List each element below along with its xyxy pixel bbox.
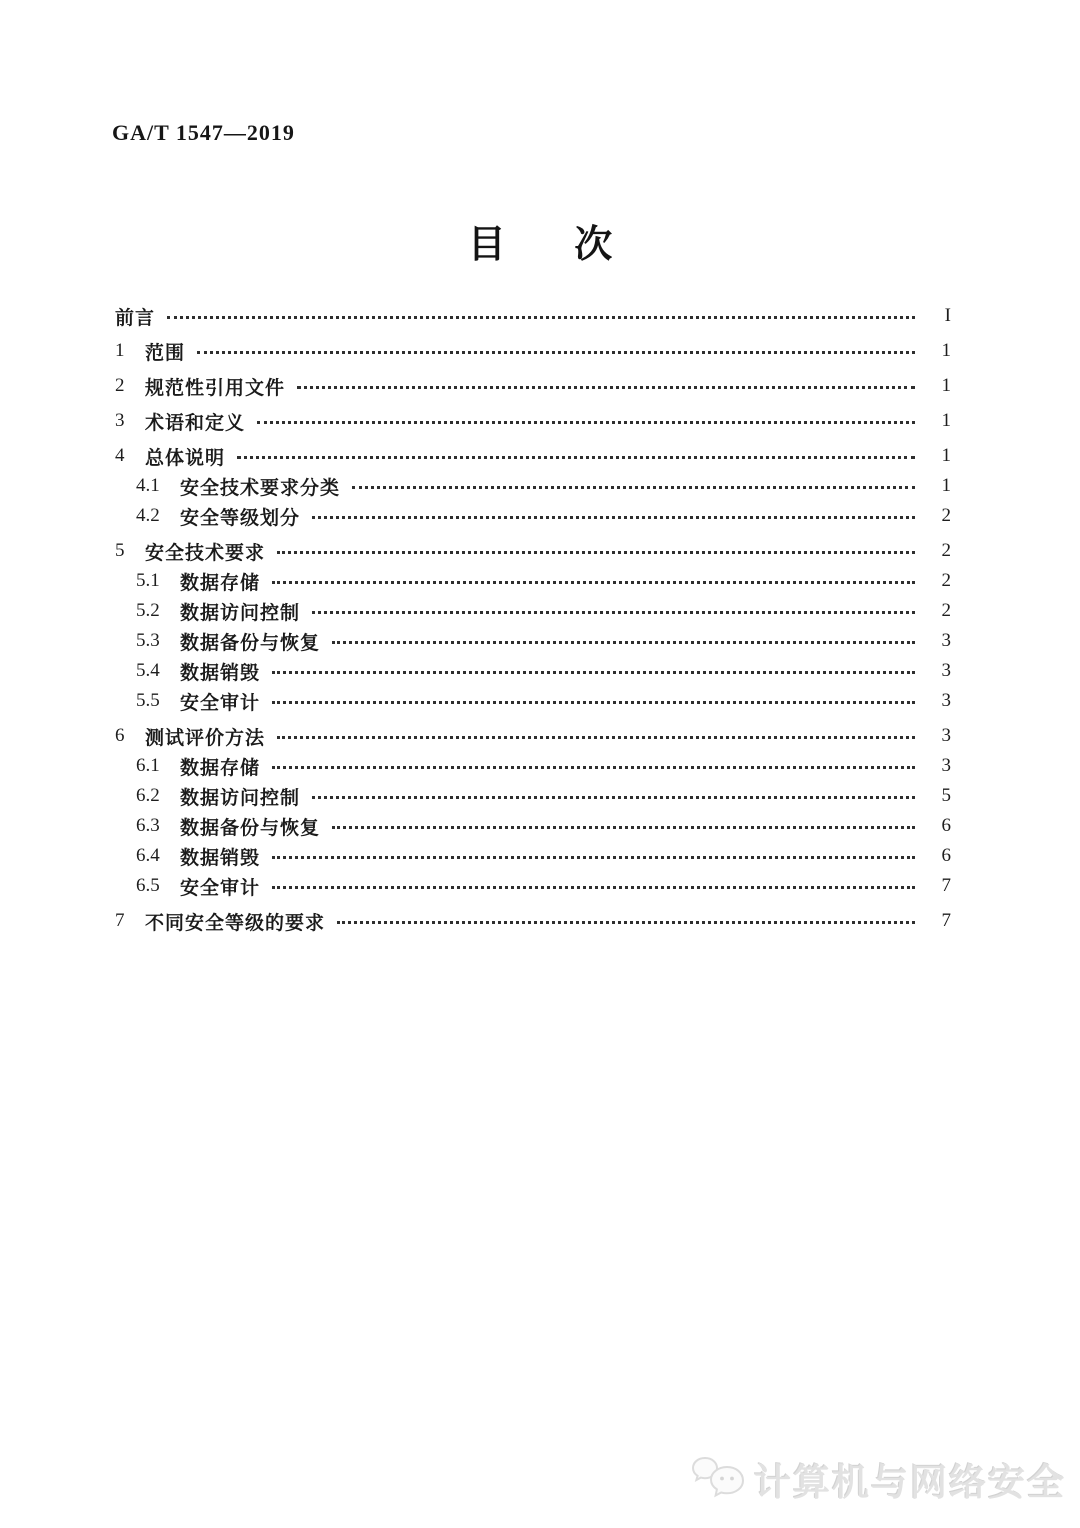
toc-entry xyxy=(115,841,951,871)
toc-entry-number: 6 xyxy=(115,725,125,746)
page-title-char: 目 xyxy=(467,224,506,266)
toc-entry xyxy=(115,566,951,596)
toc-entry-page: 5 xyxy=(941,785,951,806)
toc-entry-page: 2 xyxy=(941,505,951,526)
toc-entry-number: 4 xyxy=(115,445,125,466)
dot-leader xyxy=(337,921,915,924)
toc-entry-number: 7 xyxy=(115,910,125,931)
toc-entry xyxy=(115,441,951,471)
toc-entry-number: 5.1 xyxy=(136,570,160,591)
toc-entry-number: 5.3 xyxy=(136,630,160,651)
toc-entry-number: 2 xyxy=(115,375,125,396)
toc-entry-number: 5.4 xyxy=(136,660,160,681)
dot-leader xyxy=(332,826,915,829)
toc-entry-number: 1 xyxy=(115,340,125,361)
dot-leader xyxy=(237,456,915,459)
toc-entry-page: 1 xyxy=(941,375,951,396)
dot-leader xyxy=(332,641,915,644)
dot-leader xyxy=(277,736,915,739)
toc-entry-label: 数据访问控制 xyxy=(180,602,301,624)
toc-entry-label: 安全技术要求分类 xyxy=(180,477,341,499)
dot-leader xyxy=(352,486,915,489)
toc-entry-label: 前言 xyxy=(115,307,156,329)
dot-leader xyxy=(272,766,915,769)
toc-entry-page: 3 xyxy=(941,630,951,651)
toc-entry xyxy=(115,301,951,331)
dot-leader xyxy=(197,351,915,354)
toc-entry-label: 安全审计 xyxy=(180,692,261,714)
dot-leader xyxy=(297,386,915,389)
toc-entry-number: 6.2 xyxy=(136,785,160,806)
toc-entry-number: 4.2 xyxy=(136,505,160,526)
toc-entry-page: 1 xyxy=(941,340,951,361)
toc-entry-number: 3 xyxy=(115,410,125,431)
toc-entry-label: 安全技术要求 xyxy=(145,542,266,564)
toc-entry-page: 3 xyxy=(941,725,951,746)
dot-leader xyxy=(272,886,915,889)
toc-entry-page: 1 xyxy=(941,475,951,496)
toc-entry-label: 安全审计 xyxy=(180,877,261,899)
toc-entry-number: 6.4 xyxy=(136,845,160,866)
dot-leader xyxy=(312,796,915,799)
toc-entry xyxy=(115,501,951,531)
dot-leader xyxy=(257,421,915,424)
toc-entry-label: 测试评价方法 xyxy=(145,727,266,749)
watermark-label: 计算机与网络安全 xyxy=(754,1462,1066,1503)
toc-entry xyxy=(115,406,951,436)
dot-leader xyxy=(272,856,915,859)
toc-entry-label: 范围 xyxy=(145,342,186,364)
page-title-char: 次 xyxy=(574,224,613,266)
toc-entry xyxy=(115,626,951,656)
toc-entry xyxy=(115,811,951,841)
dot-leader xyxy=(277,551,915,554)
toc-entry xyxy=(115,471,951,501)
toc-entry-label: 数据备份与恢复 xyxy=(180,632,321,654)
toc-entry xyxy=(115,906,951,936)
toc-entry-label: 数据存储 xyxy=(180,757,261,779)
toc-entry-label: 术语和定义 xyxy=(145,412,246,434)
toc-entry-number: 5.2 xyxy=(136,600,160,621)
toc-entry-page: 3 xyxy=(941,660,951,681)
toc-entry-page: 3 xyxy=(941,690,951,711)
page-title xyxy=(0,213,1080,268)
toc-entry-page: 7 xyxy=(941,875,951,896)
toc-entry xyxy=(115,336,951,366)
toc-entry-page: 6 xyxy=(941,815,951,836)
wechat-chat-bubbles-icon xyxy=(691,1454,749,1504)
toc-entry-page: 3 xyxy=(941,755,951,776)
toc-entry-number: 6.5 xyxy=(136,875,160,896)
toc-entry-page: 6 xyxy=(941,845,951,866)
toc-entry-page: I xyxy=(944,305,951,326)
toc-entry-number: 4.1 xyxy=(136,475,160,496)
standard-number: GA/T 1547—2019 xyxy=(112,120,295,145)
dot-leader xyxy=(167,316,915,319)
toc-entry-label: 安全等级划分 xyxy=(180,507,301,529)
toc-entry-page: 2 xyxy=(941,540,951,561)
toc-entry-page: 7 xyxy=(941,910,951,931)
toc-entry-page: 1 xyxy=(941,445,951,466)
toc-entry xyxy=(115,596,951,626)
dot-leader xyxy=(312,516,915,519)
toc-entry-page: 2 xyxy=(941,600,951,621)
toc-entry-number: 5.5 xyxy=(136,690,160,711)
toc-entry-number: 5 xyxy=(115,540,125,561)
toc-entry-label: 规范性引用文件 xyxy=(145,377,286,399)
toc-entry xyxy=(115,656,951,686)
toc-entry-label: 数据备份与恢复 xyxy=(180,817,321,839)
toc-entry-page: 1 xyxy=(941,410,951,431)
toc-entry-label: 数据销毁 xyxy=(180,847,261,869)
toc-entry-label: 数据销毁 xyxy=(180,662,261,684)
toc-entry xyxy=(115,371,951,401)
toc-entry xyxy=(115,536,951,566)
dot-leader xyxy=(272,671,915,674)
toc-entry-label: 总体说明 xyxy=(145,447,226,469)
toc-entry xyxy=(115,871,951,901)
toc-entry-label: 数据访问控制 xyxy=(180,787,301,809)
toc-entry xyxy=(115,781,951,811)
toc-entry-number: 6.1 xyxy=(136,755,160,776)
toc-entry xyxy=(115,751,951,781)
dot-leader xyxy=(272,581,915,584)
toc-entry-label: 不同安全等级的要求 xyxy=(145,912,326,934)
dot-leader xyxy=(312,611,915,614)
table-of-contents xyxy=(115,301,951,936)
toc-entry-number: 6.3 xyxy=(136,815,160,836)
toc-entry-page: 2 xyxy=(941,570,951,591)
dot-leader xyxy=(272,701,915,704)
toc-entry xyxy=(115,721,951,751)
watermark xyxy=(691,1452,1066,1506)
toc-entry xyxy=(115,686,951,716)
toc-entry-label: 数据存储 xyxy=(180,572,261,594)
